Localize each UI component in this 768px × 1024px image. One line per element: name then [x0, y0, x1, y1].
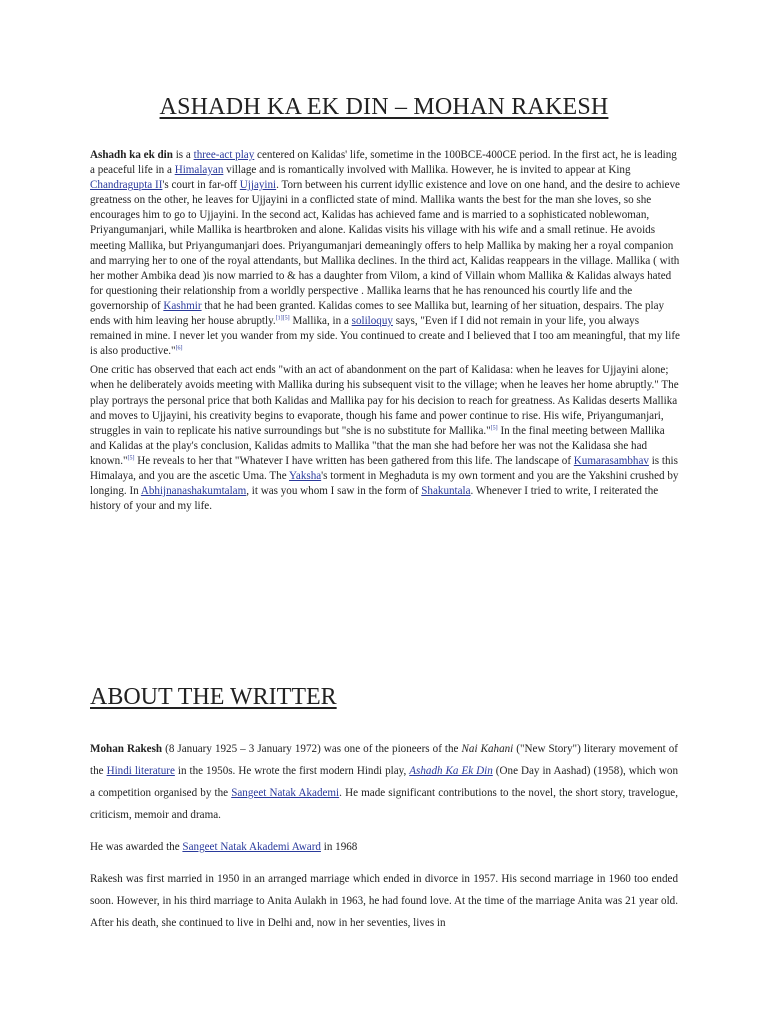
text: In the final meeting between Mallika and Kalidas at the play's conclusion, Kalidas admits to Mallika "that the man she had before her was not the Kalidasa she had known.": [90, 424, 665, 467]
text: ("New Story") literary movement of the: [90, 743, 678, 777]
award-paragraph: [90, 836, 678, 858]
critic-paragraph: [90, 363, 680, 514]
text: says, "Even if I did not remain in your life, you always remained in mine. I never let you wander from my side. You continued to create and I believed that I too am meaningful, that my life is also productive.": [90, 315, 680, 358]
text: . He made significant contributions to the novel, the short story, travelogue, criticism, memoir and drama.: [90, 787, 678, 821]
link-shakuntala[interactable]: Shakuntala: [421, 485, 471, 498]
link-kashmir[interactable]: Kashmir: [163, 299, 202, 312]
link-ujjayini[interactable]: Ujjayini: [239, 179, 277, 192]
link-ashadh-ka-ek-din[interactable]: Ashadh Ka Ek Din: [409, 765, 493, 777]
about-writer-heading: ABOUT THE WRITTER: [90, 684, 337, 710]
citation-link[interactable]: [6]: [175, 345, 183, 352]
text: in 1968: [320, 841, 358, 853]
text: One critic has observed that each act ends "with an act of abandonment on the part of Kalidasa: when he leaves for Ujjayini alone; when he deliberately avoids meeting with Mallika during his subsequent visit to the village; when he leaves her home abruptly." The play portrays the personal price that both Kalidas and Mallika pay for his decision to reach for greatness. As Kalidas deserts Mallika and moves to Ujjayini, his creativity begins to evaporate, though his fame and power continue to rise. His wife, Priyangumanjari, struggles in vain to replicate his native surroundings but "she is no substitute for Mallika.": [90, 364, 679, 437]
text: , it was you whom I saw in the form of: [246, 485, 422, 498]
play-name: Ashadh ka ek din: [90, 149, 173, 161]
text: . Whenever I tried to write, I reiterated the history of your and my life.: [90, 485, 659, 513]
link-three-act-play[interactable]: three-act play: [193, 149, 255, 161]
text: Mallika, in a: [289, 315, 352, 328]
text: He reveals to her that "Whatever I have written has been gathered from this life. The landscape of: [134, 454, 574, 467]
link-yaksha[interactable]: Yaksha: [289, 469, 322, 482]
text: 's torment in Meghaduta is my own torment and you are the Yakshini crushed by longing. In: [90, 469, 679, 498]
link-hindi-literature[interactable]: Hindi literature: [106, 765, 175, 777]
text: that he had been granted. Kalidas comes to see Mallika but, learning of her situation, despairs. The play ends with him leaving her house abruptly.: [90, 299, 665, 328]
author-name: Mohan Rakesh: [90, 743, 163, 755]
play-summary-section: [90, 148, 680, 518]
biography-paragraph: [90, 738, 678, 826]
about-writer-section: [90, 738, 678, 944]
link-soliloquy[interactable]: soliloquy: [351, 315, 393, 328]
text: . Torn between his current idyllic existence and love on one hand, and the desire to achieve greatness on the other, he leaves for Ujjayini in a conflicted state of mind. Mallika wants the best for the man she loves, so she encourages him to go to Ujjayini. In the second act, Kalidas has achieved fame and is married to a sophisticated noblewoman, Priyangumanjari, while Mallika is heartbroken and alone. Kalidas visits his village with his wife and a small retinue. He avoids meeting Mallika, but Priyangumanjari does. Priyangumanjari demeaningly offers to help Mallika by making her a royal companion and marrying her to one of the royal attendants, but Mallika declines. In the third act, Kalidas reappears in the village. Mallika ( with her mother Ambika dead )is now married to & has a daughter from Vilom, a kind of Villain whom Mallika & Kalidas always hated for questioning their relationship from a worldly perspective . Mallika learns that he has renounced his courtly life and the governorship of: [90, 179, 680, 312]
citation-link[interactable]: [1][5]: [275, 315, 290, 322]
text: 's court in far-off: [162, 179, 240, 192]
intro-paragraph: [90, 148, 680, 359]
text: He was awarded the: [90, 841, 183, 853]
text: (One Day in Aashad) (1958), which won a competition organised by the: [90, 765, 679, 799]
citation-link[interactable]: [5]: [127, 455, 135, 462]
link-himalayan[interactable]: Himalayan: [174, 164, 224, 177]
marriage-paragraph: Rakesh was first married in 1950 in an arranged marriage which ended in divorce in 1957. His second marriage in 1960 too ended soon. However, in his third marriage to Anita Aulakh in 1963, he had found love. At the time of the marriage Anita was 21 year old. After his death, she continued to live in Delhi and, now in her seventies, lives in: [90, 873, 678, 929]
link-abhijnanashakumtalam[interactable]: Abhijnanashakumtalam: [140, 485, 247, 498]
link-chandragupta[interactable]: Chandragupta II: [90, 179, 163, 192]
citation-link[interactable]: [5]: [490, 425, 498, 431]
text: in the 1950s. He wrote the first modern Hindi play,: [174, 765, 410, 777]
text: centered on Kalidas' life, sometime in the 100BCE-400CE period. In the first act, he is leading a peaceful life in a: [90, 149, 677, 177]
text: village and is romantically involved with Mallika. However, he is invited to appear at King: [223, 164, 631, 177]
page-title: ASHADH KA EK DIN – MOHAN RAKESH: [159, 94, 609, 120]
movement-name: Nai Kahani: [461, 743, 514, 755]
link-sangeet-natak-akademi-award[interactable]: Sangeet Natak Akademi Award: [182, 841, 321, 853]
text: is a: [172, 149, 194, 161]
text: is this Himalaya, and you are the ascetic Uma. The: [90, 454, 678, 482]
link-sangeet-natak-akademi[interactable]: Sangeet Natak Akademi: [231, 787, 340, 799]
link-kumarasambhav[interactable]: Kumarasambhav: [573, 454, 649, 467]
text: (8 January 1925 – 3 January 1972) was one of the pioneers of the: [162, 743, 462, 755]
